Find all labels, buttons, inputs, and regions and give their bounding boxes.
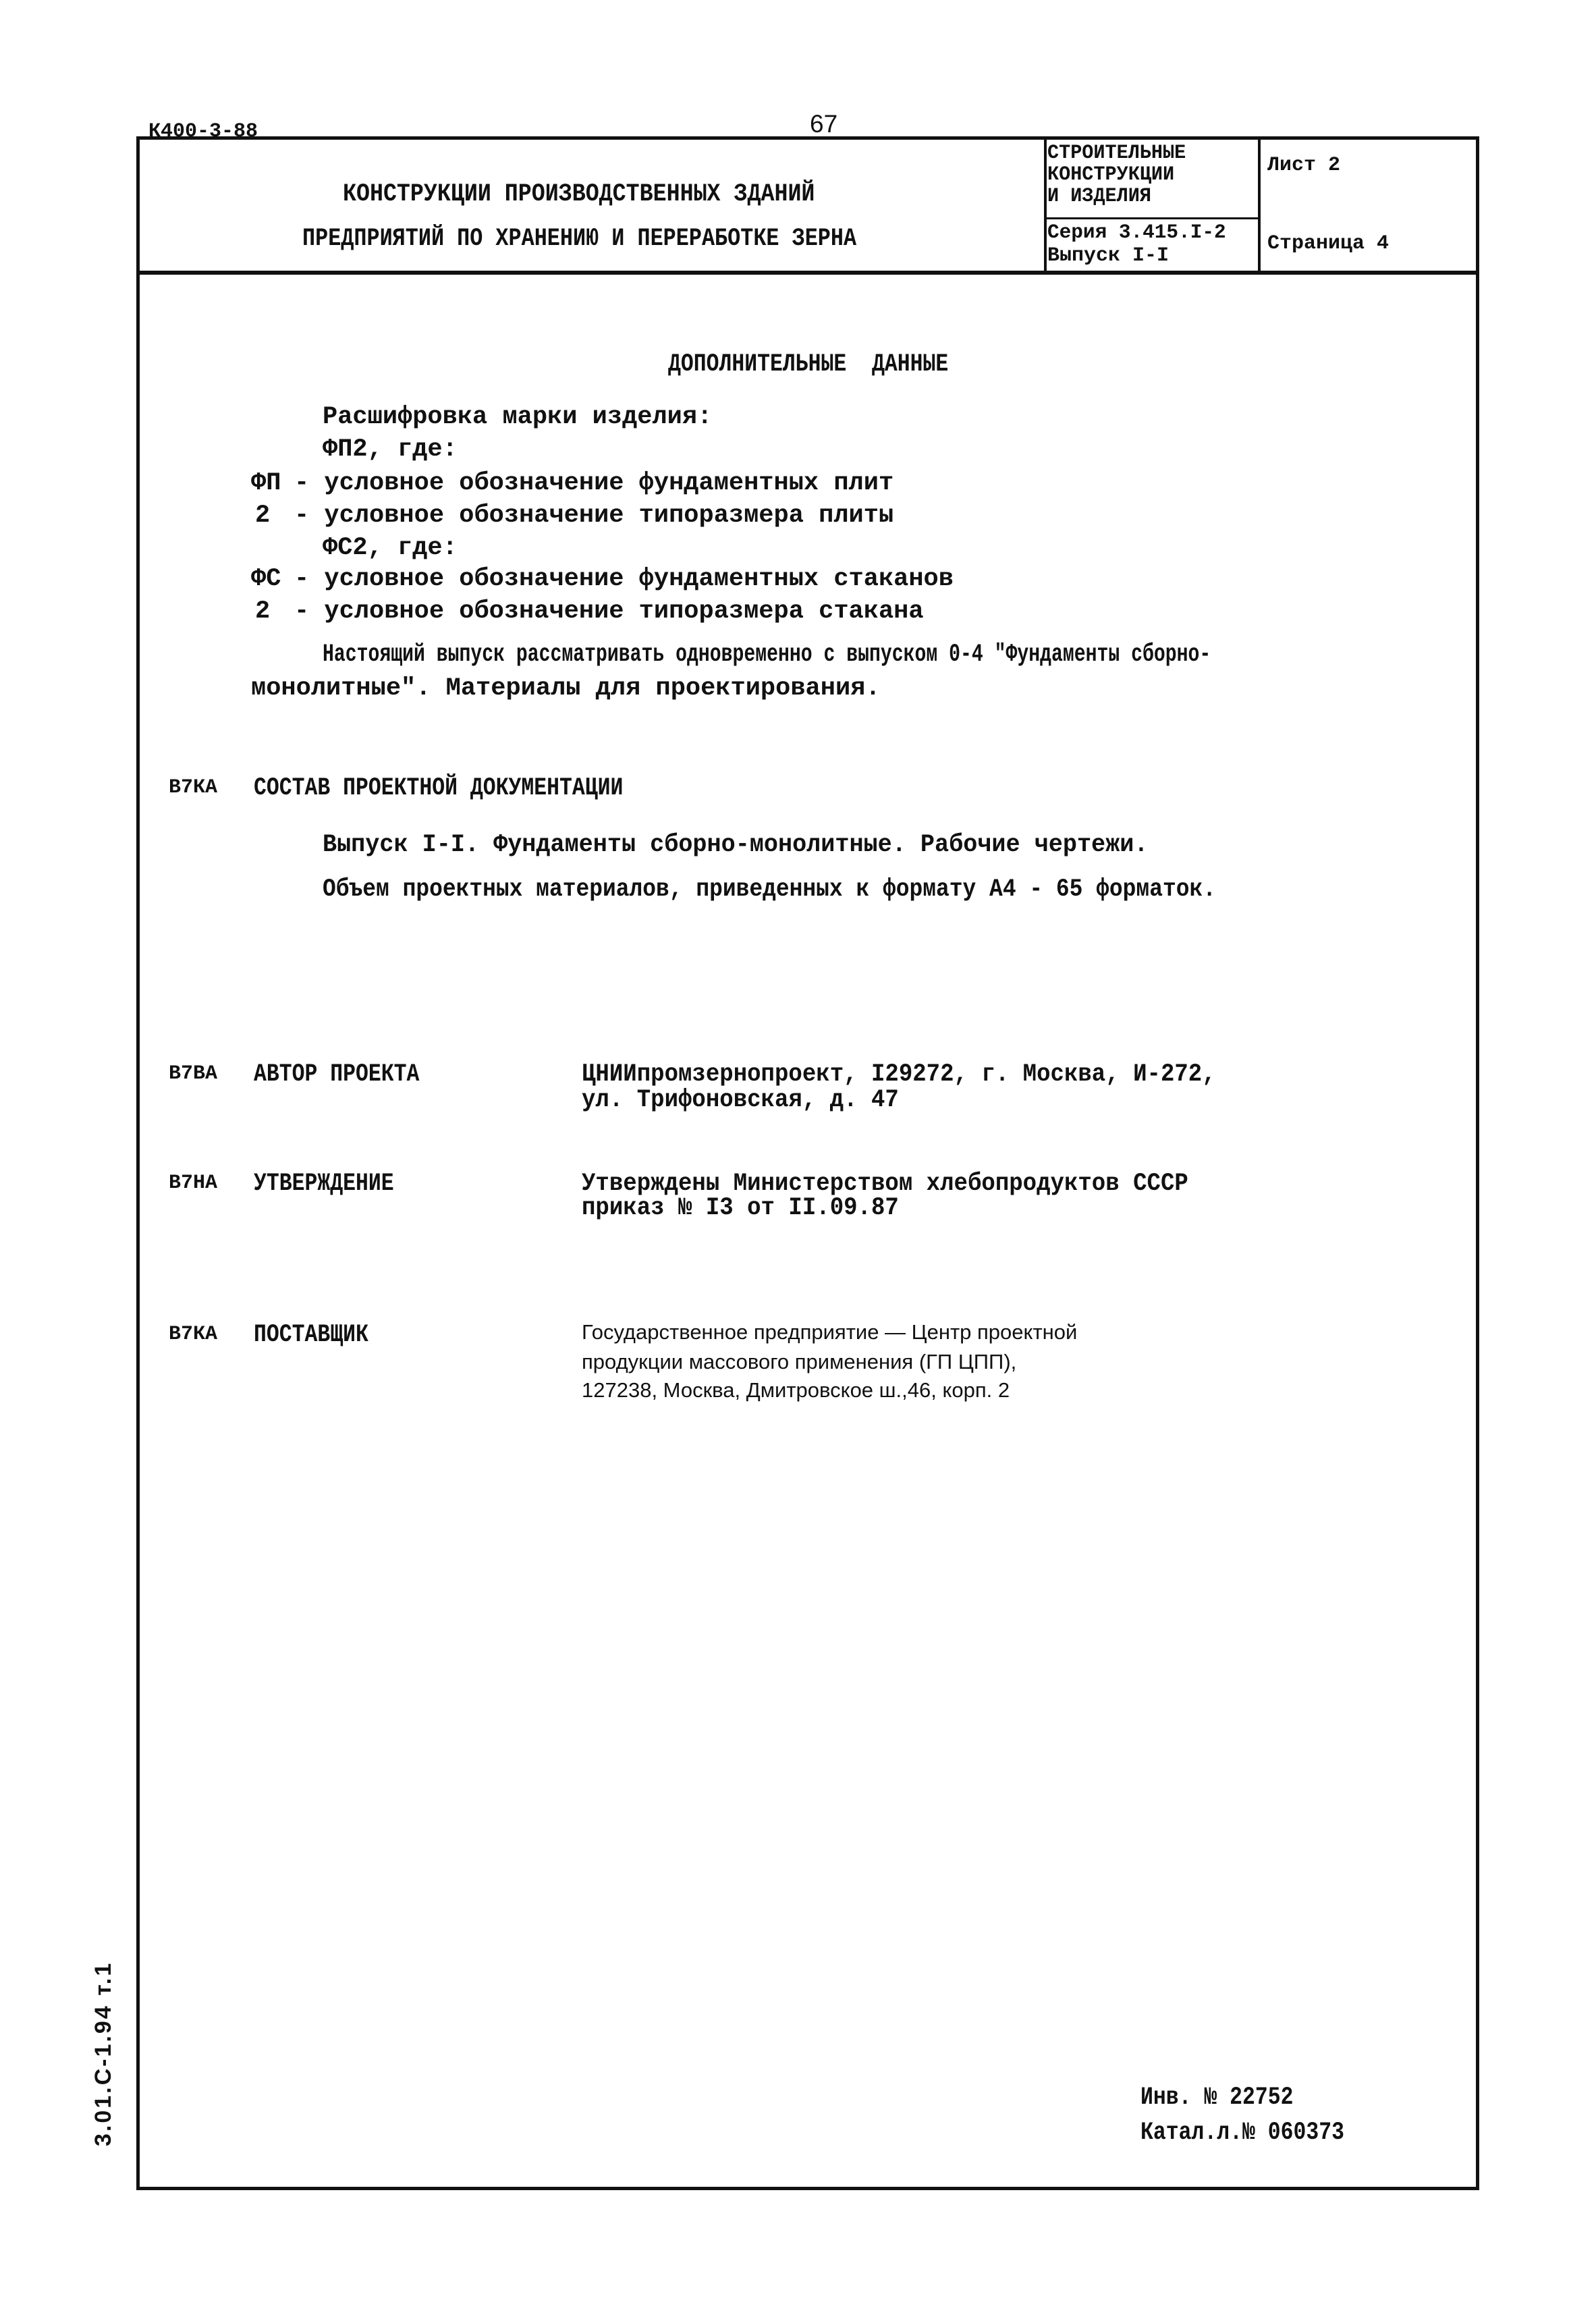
side-code: 3.01.С-1.94 т.1 [90,1961,116,2146]
section-code: В7КА [169,1323,218,1346]
note-line-1: Настоящий выпуск рассматривать одновременно с выпуском 0-4 "Фундаменты сборно- [323,641,1211,669]
sheet-number: Лист 2 [1267,154,1341,177]
section-title: СОСТАВ ПРОЕКТНОЙ ДОКУМЕНТАЦИИ [254,774,624,802]
section-line: Объем проектных материалов, приведенных к формату А4 - 65 форматок. [323,875,1217,904]
title-line-1: КОНСТРУКЦИИ ПРОИЗВОДСТВЕННЫХ ЗДАНИЙ [343,180,815,209]
section-line: Утверждены Министерством хлебопродуктов СССР [582,1170,1188,1198]
doc-code: К400-3-88 [148,120,258,143]
title-block-divider [1044,217,1258,219]
page-label: Страница 4 [1267,232,1389,255]
mark-description: - условное обозначение фундаментных плит [294,469,894,497]
supplier-line: 127238, Москва, Дмитровское ш.,46, корп. 2 [582,1378,1010,1402]
series: Серия 3.415.I-2 [1047,221,1226,244]
title-line-2: ПРЕДПРИЯТИЙ ПО ХРАНЕНИЮ И ПЕРЕРАБОТКЕ ЗЕРНА [302,225,857,253]
mark-description: - условное обозначение типоразмера плиты [294,501,894,530]
mark-code: 2 [255,501,271,530]
section-code: В7НА [169,1172,218,1195]
mark-code: 2 [255,597,271,626]
inventory-number: Инв. № 22752 [1140,2084,1294,2112]
section-code: В7ВА [169,1062,218,1085]
mark-1: ФП2, где: [323,435,458,464]
catalog-number: Катал.л.№ 060373 [1140,2119,1344,2147]
title-block-divider [1044,136,1047,275]
supplier-line: продукции массового применения (ГП ЦПП), [582,1350,1017,1373]
category-line-1: СТРОИТЕЛЬНЫЕ [1047,142,1186,165]
page-number: 67 [810,110,838,138]
decoding-title: Расшифровка марки изделия: [323,403,713,431]
section-title: УТВЕРЖДЕНИЕ [254,1170,394,1198]
issue: Выпуск I-I [1047,244,1170,267]
category-line-3: И ИЗДЕЛИЯ [1047,185,1151,208]
section-title: ПОСТАВЩИК [254,1321,368,1349]
mark-code: ФС [251,565,281,593]
section-line: Выпуск I-I. Фундаменты сборно-монолитные. Рабочие чертежи. [323,831,1149,859]
note-line-2: монолитные". Материалы для проектирования. [251,674,881,703]
section-line: ЦНИИпромзернопроект, I29272, г. Москва, И-272, [582,1060,1216,1089]
mark-description: - условное обозначение типоразмера стакана [294,597,924,626]
mark-2: ФС2, где: [323,534,458,562]
title-block-divider [1258,136,1261,275]
category-line-2: КОНСТРУКЦИИ [1047,163,1175,186]
mark-description: - условное обозначение фундаментных стаканов [294,565,954,593]
section-title: АВТОР ПРОЕКТА [254,1060,420,1089]
mark-code: ФП [251,469,281,497]
section-line: ул. Трифоновская, д. 47 [582,1086,899,1114]
section-heading: ДОПОЛНИТЕЛЬНЫЕ ДАННЫЕ [668,350,949,379]
section-line: приказ № I3 от II.09.87 [582,1194,899,1222]
section-code: В7КА [169,776,218,799]
supplier-line: Государственное предприятие — Центр проектной [582,1320,1078,1344]
